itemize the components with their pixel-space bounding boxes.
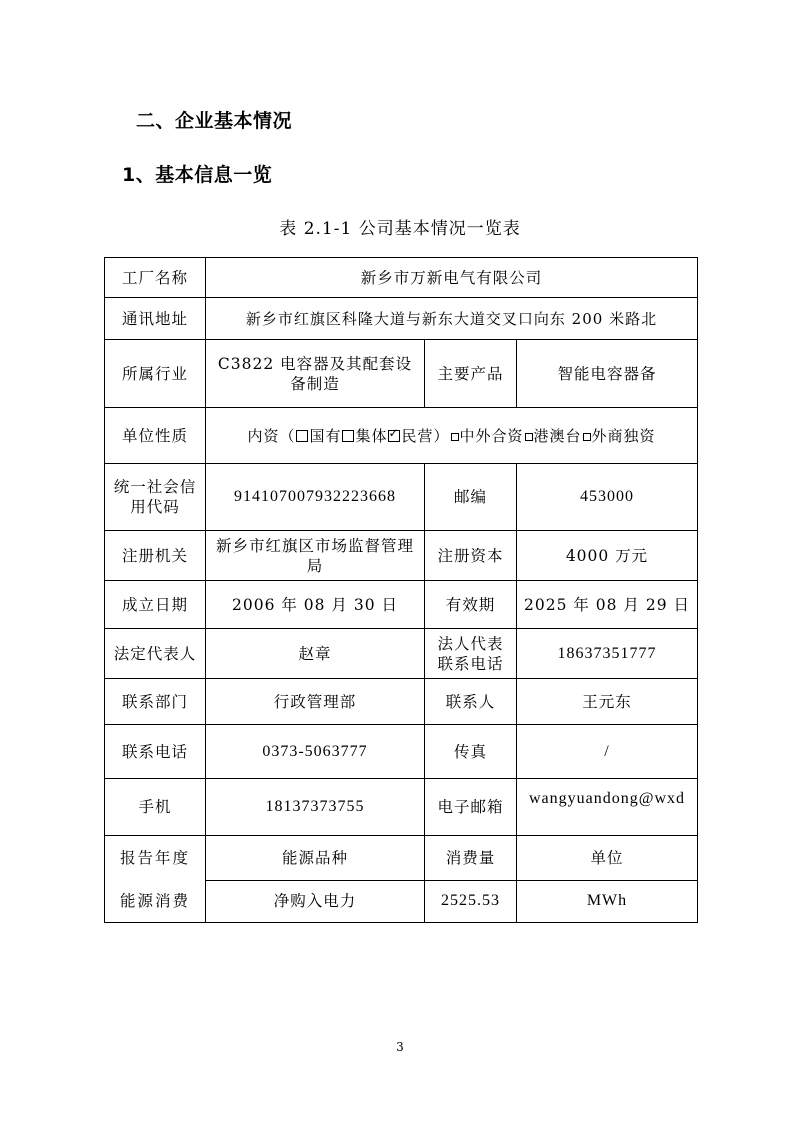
contact-person-label: 联系人: [425, 679, 517, 725]
established-date-value: 2006 年 08 月 30 日: [206, 581, 425, 629]
table-row: [105, 779, 698, 836]
legal-rep-value: 赵章: [206, 629, 425, 679]
table-row: [105, 340, 698, 408]
valid-until-label: 有效期: [425, 581, 517, 629]
section-heading: 二、企业基本情况: [136, 110, 293, 132]
subsection-heading: 1、基本信息一览: [122, 164, 273, 186]
postcode-label: 邮编: [425, 464, 517, 531]
table-row: [105, 258, 698, 298]
checkbox-unchecked-icon: [342, 430, 354, 442]
postcode-value: 453000: [517, 464, 698, 531]
mobile-label: 手机: [105, 779, 206, 836]
nature-label: 单位性质: [105, 408, 206, 464]
company-info-table: [104, 257, 698, 923]
factory-name-value: 新乡市万新电气有限公司: [206, 258, 698, 298]
checkbox-unchecked-icon: [583, 433, 591, 441]
fax-value: /: [517, 725, 698, 779]
checkbox-unchecked-icon: [296, 430, 308, 442]
nature-option-collective: 集体: [355, 426, 388, 445]
consumption-value: 2525.53: [425, 880, 517, 923]
checkbox-unchecked-icon: [451, 433, 459, 441]
department-value: 行政管理部: [206, 679, 425, 725]
registration-authority-label: 注册机关: [105, 531, 206, 581]
phone-label: 联系电话: [105, 725, 206, 779]
department-label: 联系部门: [105, 679, 206, 725]
email-label: 电子邮箱: [425, 779, 517, 836]
table-caption: 表 2.1-1 公司基本情况一览表: [279, 219, 521, 239]
nature-option-hk-macau-taiwan: 港澳台: [533, 426, 582, 445]
nature-options: [206, 408, 698, 464]
table-row: [105, 298, 698, 340]
energy-type-value: 净购入电力: [206, 880, 425, 923]
credit-code-value: 914107007932223668: [206, 464, 425, 531]
table-row: [105, 629, 698, 679]
checkbox-unchecked-icon: [525, 433, 533, 441]
nature-option-joint-venture: 中外合资: [459, 426, 524, 445]
table-row: [105, 679, 698, 725]
consumption-header: 消费量: [425, 836, 517, 881]
checkbox-checked-icon: [388, 430, 400, 442]
page-number: 3: [396, 1040, 404, 1054]
nature-option-foreign: 外商独资: [591, 426, 656, 445]
legal-rep-phone-value: 18637351777: [517, 629, 698, 679]
main-product-value: 智能电容器备: [517, 340, 698, 408]
table-row: [105, 408, 698, 464]
unit-value: MWh: [517, 880, 698, 923]
legal-rep-phone-label: 法人代表联系电话: [425, 629, 517, 679]
table-row: [105, 725, 698, 779]
energy-section-cell: [105, 836, 206, 923]
table-row: [105, 581, 698, 629]
registration-authority-value: 新乡市红旗区市场监督管理局: [206, 531, 425, 581]
credit-code-label: 统一社会信用代码: [105, 464, 206, 531]
fax-label: 传真: [425, 725, 517, 779]
energy-consumption-label: 能源消费: [119, 891, 190, 910]
address-value: 新乡市红旗区科隆大道与新东大道交叉口向东 200 米路北: [206, 298, 698, 340]
table-row: [105, 531, 698, 581]
table-row: [105, 836, 698, 881]
mobile-value: 18137373755: [206, 779, 425, 836]
table-row: [105, 464, 698, 531]
registered-capital-label: 注册资本: [425, 531, 517, 581]
contact-person-value: 王元东: [517, 679, 698, 725]
legal-rep-label: 法定代表人: [105, 629, 206, 679]
nature-option-private: 民营）: [401, 426, 450, 445]
main-product-label: 主要产品: [425, 340, 517, 408]
energy-type-header: 能源品种: [206, 836, 425, 881]
factory-name-label: 工厂名称: [105, 258, 206, 298]
industry-label: 所属行业: [105, 340, 206, 408]
registered-capital-value: 4000 万元: [517, 531, 698, 581]
unit-header: 单位: [517, 836, 698, 881]
phone-value: 0373-5063777: [206, 725, 425, 779]
nature-prefix: 内资（: [247, 426, 296, 445]
valid-until-value: 2025 年 08 月 29 日: [517, 581, 698, 629]
address-label: 通讯地址: [105, 298, 206, 340]
nature-option-state: 国有: [309, 426, 342, 445]
industry-value: C3822 电容器及其配套设备制造: [206, 340, 425, 408]
report-year-label: 报告年度: [119, 848, 190, 867]
email-value: wangyuandong@wxd: [517, 779, 698, 836]
established-date-label: 成立日期: [105, 581, 206, 629]
